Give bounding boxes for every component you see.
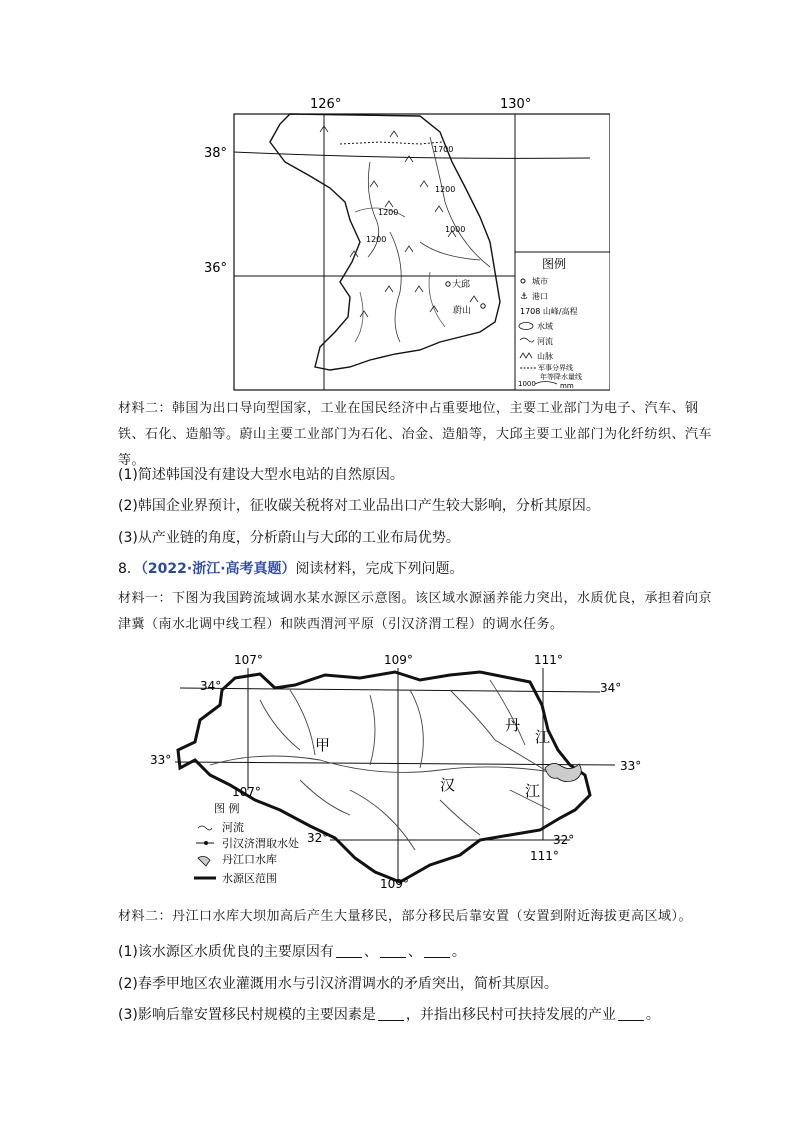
legend-item: mm [560,382,574,390]
answer-blank[interactable] [424,943,450,958]
answer-blank[interactable] [618,1006,644,1021]
answer-blank[interactable] [380,943,406,958]
anchor-icon: ⚓ [520,292,529,302]
lat-label: 32° [553,833,575,847]
lat-label: 34° [600,681,622,695]
legend-item: 年等降水量线 [540,373,582,381]
place-label: 江 [535,728,551,746]
isohyet-label: 1200 [378,208,399,217]
place-label: 丹 [505,716,521,734]
map-legend [194,801,299,885]
question-8-2: (2)春季甲地区农业灌溉用水与引汉济渭调水的矛盾突出，简析其原因。 [118,976,558,992]
legend-item: 河流 [537,337,553,346]
question-7-2: (2)韩国企业界预计，征收碳关税将对工业品出口产生较大影响，分析其原因。 [118,498,600,514]
material-1-water: 材料一：下图为我国跨流域调水某水源区示意图。该区域水源涵养能力突出，水质优良，承担着向京津冀（南水北调中线工程）和陕西渭河平原（引汉济渭工程）的调水任务。 [118,591,713,632]
question-prompt: 阅读材料，完成下列问题。 [295,561,464,577]
legend-item: 军事分界线 [538,364,573,372]
legend-item: 山脉 [537,352,553,361]
lat-label: 32° [307,831,329,845]
lat-label: 33° [620,759,642,773]
legend-title: 图例 [542,257,567,271]
place-label: 江 [525,782,541,800]
material-2-migration: 材料二：丹江口水库大坝加高后产生大量移民，部分移民后靠安置（安置到附近海拔更高区域）。 [118,909,693,924]
water-source-map [150,650,650,892]
lon-label: 107° [232,785,261,799]
lat-label: 34° [200,679,222,693]
lat-label: 38° [204,146,228,161]
lon-label: 109° [380,877,409,891]
lat-label: 36° [204,261,228,276]
legend-item: 水域 [537,322,553,331]
legend-item: 城市 [532,277,548,286]
legend-item: 河流 [222,821,244,834]
source-tag: （2022·浙江·高考真题） [140,561,296,577]
lon-label: 107° [234,653,263,667]
isohyet-label: 1200 [435,185,456,194]
legend-item: 1708 山峰/高程 [520,307,578,316]
question-number: 8． [118,561,141,577]
legend-item: 港口 [532,292,548,301]
lon-label: 111° [530,849,559,863]
question-7-1: (1)简述韩国没有建设大型水电站的自然原因。 [118,467,404,483]
question-8-3: (3)影响后靠安置移民村规模的主要因素是 ，并指出移民村可扶持发展的产业 。 [118,1007,660,1023]
question-8-1: (1)该水源区水质优良的主要原因有 、 、 。 [118,944,466,960]
map-legend [515,252,610,390]
isohyet-label: 1700 [433,145,454,154]
city-label: 大邱 [452,280,471,290]
question-8-heading [118,558,464,578]
isohyet-label: 1000 [445,225,466,234]
place-label-jia: 甲 [315,736,331,754]
legend-item: 丹江口水库 [222,853,277,866]
korea-map [190,92,610,392]
material-2-korea: 材料二：韩国为出口导向型国家，工业在国民经济中占重要地位，主要工业部门为电子、汽车、钢铁、石化、造船等。蔚山主要工业部门为石化、冶金、造船等，大邱主要工业部门为化纤纺织、汽车等。 [118,401,713,468]
isohyet-label: 1200 [366,235,387,244]
lon-label: 111° [534,653,563,667]
question-7-3: (3)从产业链的角度，分析蔚山与大邱的工业布局优势。 [118,530,460,546]
legend-title: 图 例 [214,802,240,815]
legend-item: 引汉济渭取水处 [222,837,299,850]
answer-blank[interactable] [336,943,362,958]
lat-label: 33° [150,753,172,767]
lon-label: 109° [384,653,413,667]
place-label: 汉 [440,776,456,794]
city-label: 蔚山 [453,306,472,316]
answer-blank[interactable] [378,1006,404,1021]
legend-item: 水源区范围 [222,872,277,885]
legend-item: 1000 [518,380,536,388]
lon-label: 130° [500,97,532,112]
lon-label: 126° [310,97,342,112]
